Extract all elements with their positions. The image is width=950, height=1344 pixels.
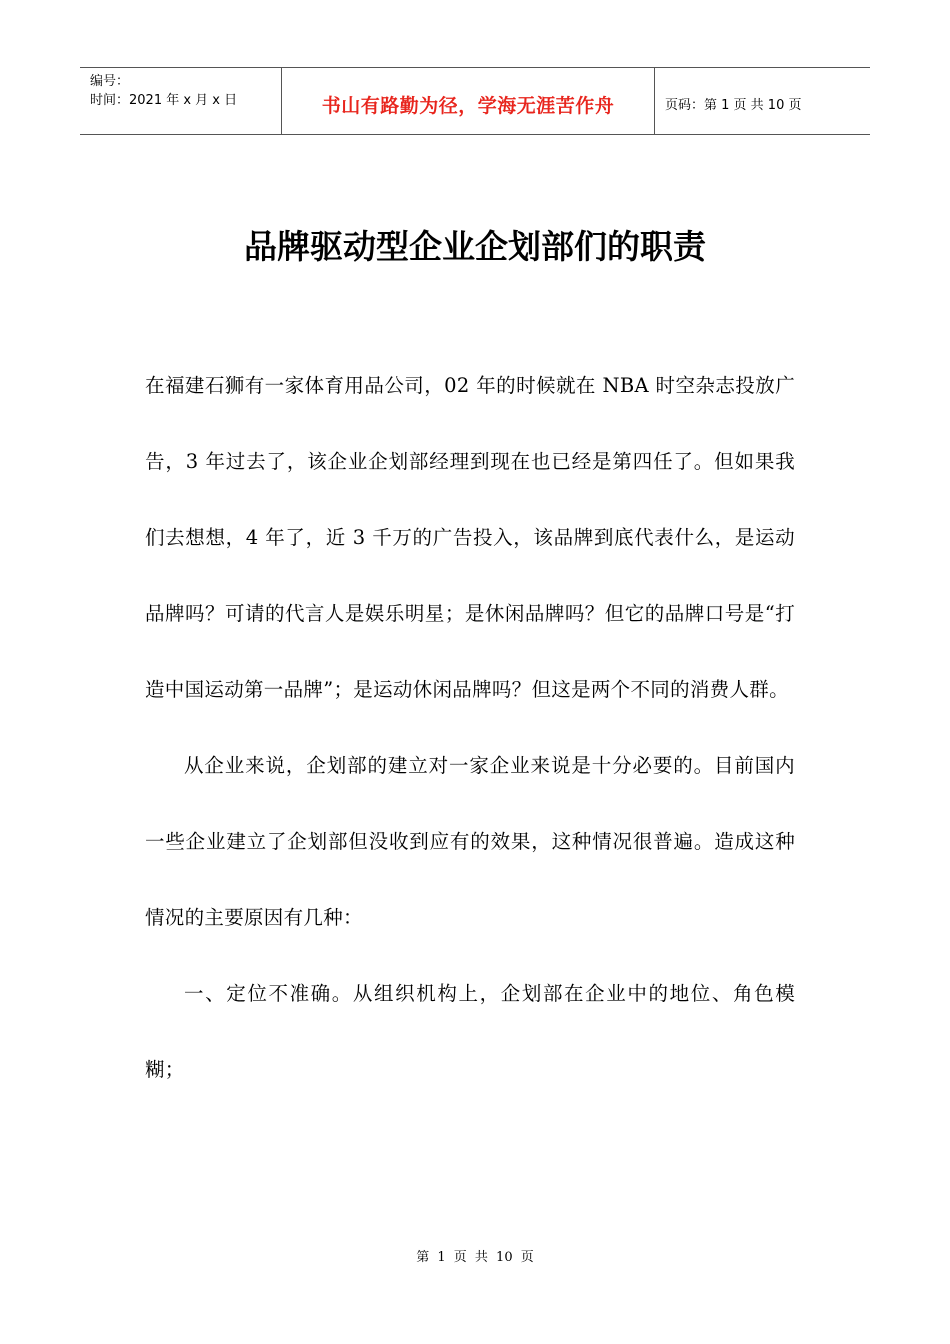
- page-footer: 第 1 页 共 10 页: [416, 1250, 534, 1265]
- paragraph-3: 一、定位不准确。从组织机构上，企划部在企业中的地位、角色模糊；: [145, 982, 795, 1081]
- header-page-info: 页码：第 1 页 共 10 页: [665, 97, 802, 113]
- document-title: 品牌驱动型企业企划部们的职责: [244, 227, 706, 266]
- document-body: [145, 348, 795, 1108]
- paragraph-1: 在福建石狮有一家体育用品公司，02 年的时候就在 NBA 时空杂志投放广告，3 年过去了，该企业企划部经理到现在也已经是第四任了。但如果我们去想想，4 年了，近 3 千万的广告投入，该品牌到底代表什么，是运动品牌吗？可请的代言人是娱乐明星；是休闲品牌吗？但它的品牌口号是“打造中国运动第一品牌”；是运动休闲品牌吗？但这是两个不同的消费人群。: [145, 374, 795, 701]
- header-meta-cell: [80, 68, 282, 134]
- document-header: [80, 67, 870, 135]
- number-label: 编号：: [90, 74, 130, 89]
- paragraph-2: 从企业来说，企划部的建立对一家企业来说是十分必要的。目前国内一些企业建立了企划部但没收到应有的效果，这种情况很普遍。造成这种情况的主要原因有几种：: [145, 754, 795, 929]
- header-motto: 书山有路勤为径，学海无涯苦作舟: [282, 68, 655, 134]
- date-label: 时间：2021 年 x 月 x 日: [90, 93, 238, 108]
